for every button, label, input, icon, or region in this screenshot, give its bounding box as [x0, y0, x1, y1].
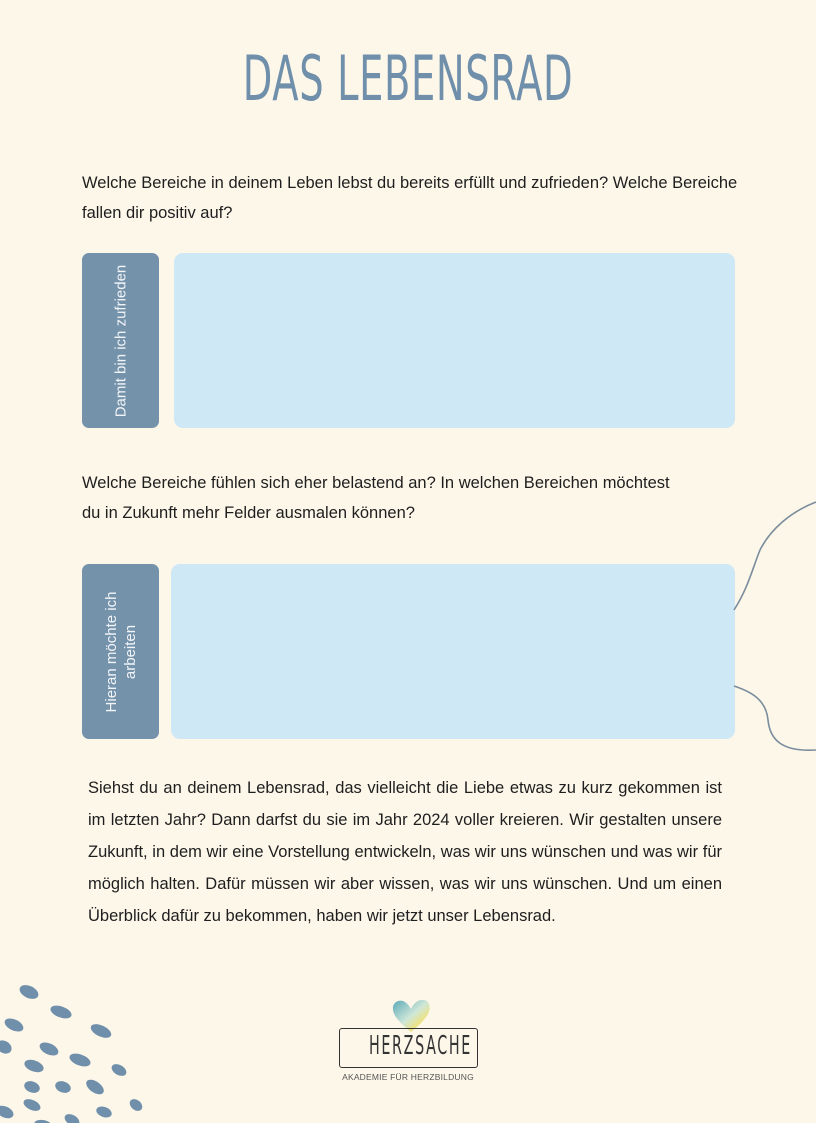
herzsache-logo: [337, 998, 481, 1088]
label-satisfied: [82, 253, 159, 428]
intro-paragraph: Siehst du an deinem Lebensrad, das vielleicht die Liebe etwas zu kurz gekommen ist im letzten Jahr? Dann darfst du sie im Jahr 2024 voller kreieren. Wir gestalten unsere Zukunft, in dem wir eine Vorstellung entwickeln, was wir uns wünschen und was wir für möglich halten. Dafür müssen wir aber wissen, was wir uns wünschen. Und um einen Überblick dafür zu bekommen, haben wir jetzt unser Lebensrad.: [88, 779, 722, 925]
question-improve: Welche Bereiche fühlen sich eher belastend an? In welchen Bereichen möchtest du in Zukunft mehr Felder ausmalen können?: [82, 474, 670, 522]
decorative-dots-icon: [0, 975, 160, 1123]
question-satisfied: Welche Bereiche in deinem Leben lebst du bereits erfüllt und zufrieden? Welche Bereiche fallen dir positiv auf?: [82, 174, 738, 222]
label-improve-text: Hieran möchte ich arbeiten: [102, 591, 139, 712]
answer-field-improve[interactable]: [171, 564, 735, 739]
label-satisfied-text: Damit bin ich zufrieden: [112, 264, 129, 417]
logo-tagline: AKADEMIE FÜR HERZBILDUNG: [342, 1072, 474, 1082]
decorative-curve-icon: [730, 500, 816, 760]
answer-field-satisfied[interactable]: [174, 253, 735, 428]
page-title: DAS LEBENSRAD: [242, 42, 574, 115]
logo-wordmark: HERZSACHE: [368, 1031, 472, 1061]
label-improve: [82, 564, 159, 739]
